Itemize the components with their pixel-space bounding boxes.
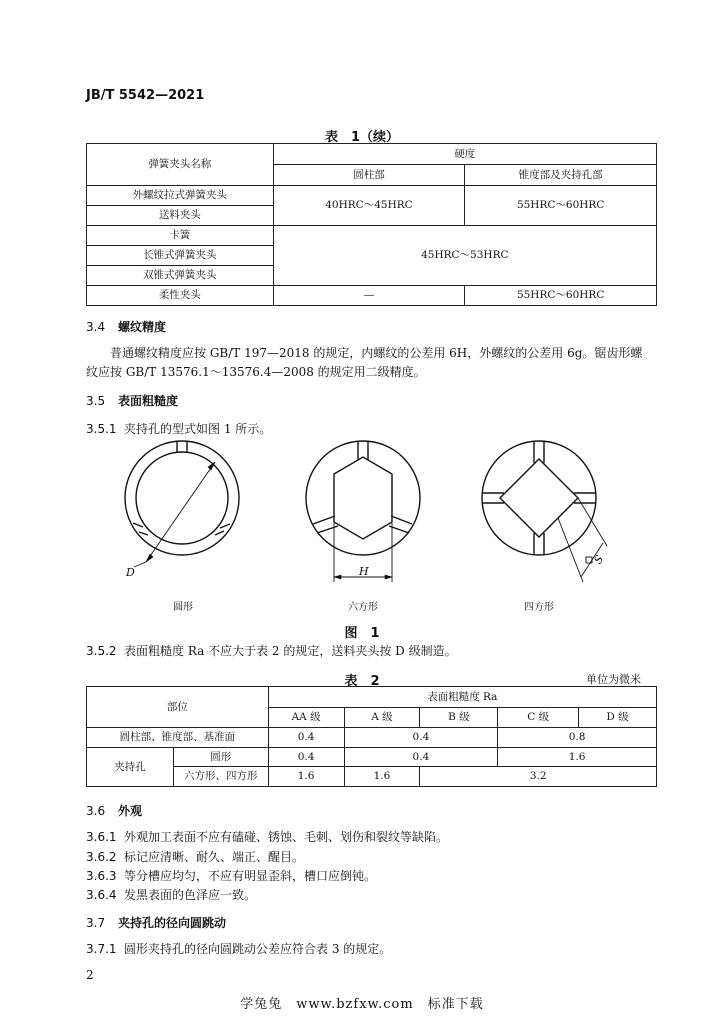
table2-grade-b: B 级	[420, 708, 498, 728]
table2-header-ra: 表面粗糙度 Ra	[268, 687, 656, 708]
table2-row-subname: 圆形	[173, 748, 268, 767]
table2-cell: 0.4	[268, 728, 344, 748]
section-heading-3-4	[86, 318, 166, 335]
clause-3-5-1	[86, 420, 271, 437]
table1-caption: 表 1（续）	[324, 130, 400, 145]
table2-grade-d: D 级	[579, 708, 657, 728]
table2-cell: 1.6	[344, 767, 420, 787]
clause-text: 等分槽应均匀，不应有明显歪斜，槽口应倒钝。	[124, 869, 377, 883]
table2	[86, 686, 657, 787]
clause-text: 夹持孔的型式如图 1 所示。	[124, 422, 272, 436]
clause-number: 3.6.4	[86, 888, 117, 902]
section-heading-3-7	[86, 914, 226, 931]
table1-row-name: 双锥式弹簧夹头	[87, 266, 274, 286]
figure1-label-d: D	[126, 566, 135, 579]
table2-cell: 1.6	[268, 767, 344, 787]
paragraph-line: 普通螺纹精度应按 GB/T 197—2018 的规定，内螺纹的公差用 6H，外螺纹的公差用 6g。锯齿形螺	[110, 346, 643, 360]
table1-row-name: 送料夹头	[87, 206, 274, 226]
table1-header-cylinder: 圆柱部	[273, 165, 465, 186]
table2-caption: 表 2	[344, 674, 380, 689]
clause-3-7-1	[86, 940, 391, 957]
clause-number: 3.6.3	[86, 869, 117, 883]
clause-3-6-2	[86, 848, 304, 865]
table2-grade-aa: AA 级	[268, 708, 344, 728]
clause-number: 3.5.1	[86, 422, 117, 436]
table2-grade-c: C 级	[498, 708, 579, 728]
section-heading-3-5	[86, 392, 178, 409]
figure1-caption-square: 四方形	[524, 602, 554, 613]
hex-hole-figure	[306, 441, 420, 582]
page-number: 2	[86, 968, 94, 982]
clause-3-6-3	[86, 867, 376, 884]
table1-cell: 55HRC～60HRC	[465, 186, 657, 226]
clause-number: 3.7.1	[86, 942, 117, 956]
table2-row-subname: 六方形、四方形	[173, 767, 268, 787]
table1-cell: —	[273, 286, 465, 306]
section-title: 螺纹精度	[118, 320, 167, 334]
section-heading-3-6	[86, 802, 142, 819]
table2-unit: 单位为微米	[586, 673, 641, 686]
section-number: 3.6	[86, 804, 106, 818]
table1-cell: 40HRC～45HRC	[273, 186, 465, 226]
figure1-label-s: S	[591, 552, 607, 567]
table2-header-part: 部位	[87, 687, 269, 728]
clause-3-6-4	[86, 886, 256, 903]
clause-number: 3.6.2	[86, 850, 117, 864]
table1-row-name: 外螺纹拉式弹簧夹头	[87, 186, 274, 206]
clause-3-5-2	[86, 642, 457, 659]
figure1-caption-round: 圆形	[173, 602, 193, 613]
table1-header-hardness: 硬度	[273, 144, 656, 165]
table1	[86, 143, 657, 306]
clause-text: 外观加工表面不应有磕碰、锈蚀、毛刺、划伤和裂纹等缺陷。	[124, 830, 449, 844]
table2-grade-a: A 级	[344, 708, 420, 728]
table1-row-name: 卡簧	[87, 226, 274, 246]
round-hole-figure	[125, 441, 239, 567]
table2-cell: 0.4	[268, 748, 344, 767]
clause-text: 发黑表面的色泽应一致。	[124, 888, 257, 902]
table2-row-clamp-hole: 夹持孔	[87, 748, 174, 787]
clause-text: 标记应清晰、耐久、端正、醒目。	[124, 850, 305, 864]
clause-number: 3.6.1	[86, 830, 117, 844]
figure1-caption-hex: 六方形	[348, 602, 378, 613]
table1-cell: 55HRC～60HRC	[465, 286, 657, 306]
square-hole-figure	[482, 441, 607, 582]
clause-text: 表面粗糙度 Ra 不应大于表 2 的规定，送料夹头按 D 级制造。	[124, 644, 457, 658]
clause-number: 3.5.2	[86, 644, 117, 658]
section-title: 外观	[118, 804, 143, 818]
section-title: 夹持孔的径向圆跳动	[118, 916, 227, 930]
table1-header-name: 弹簧夹头名称	[87, 144, 274, 186]
table2-cell: 1.6	[498, 748, 657, 767]
figure1-label-h: H	[359, 565, 369, 578]
section-title: 表面粗糙度	[118, 394, 179, 408]
section-number: 3.5	[86, 394, 106, 408]
section-number: 3.4	[86, 320, 106, 334]
table1-row-name: 长锥式弹簧夹头	[87, 246, 274, 266]
table1-header-taper: 锥度部及夹持孔部	[465, 165, 657, 186]
table2-row-name: 圆柱部、锥度部、基准面	[87, 728, 269, 748]
paragraph-line: 纹应按 GB/T 13576.1～13576.4—2008 的规定用二级精度。	[86, 365, 426, 379]
table1-cell: 45HRC～53HRC	[273, 226, 656, 286]
clause-text: 圆形夹持孔的径向圆跳动公差应符合表 3 的规定。	[124, 942, 392, 956]
table2-cell: 0.8	[498, 728, 657, 748]
table2-cell: 0.4	[344, 728, 498, 748]
table2-cell: 0.4	[344, 748, 498, 767]
paragraph-thread-precision	[86, 344, 658, 382]
clause-3-6-1	[86, 828, 448, 845]
table2-cell: 3.2	[420, 767, 657, 787]
footer-watermark: 学兔兔 www.bzfxw.com 标准下载	[240, 997, 484, 1012]
standard-code: JB/T 5542—2021	[86, 88, 205, 103]
figure1-title: 图 1	[344, 626, 380, 641]
section-number: 3.7	[86, 916, 106, 930]
table1-row-name: 柔性夹头	[87, 286, 274, 306]
